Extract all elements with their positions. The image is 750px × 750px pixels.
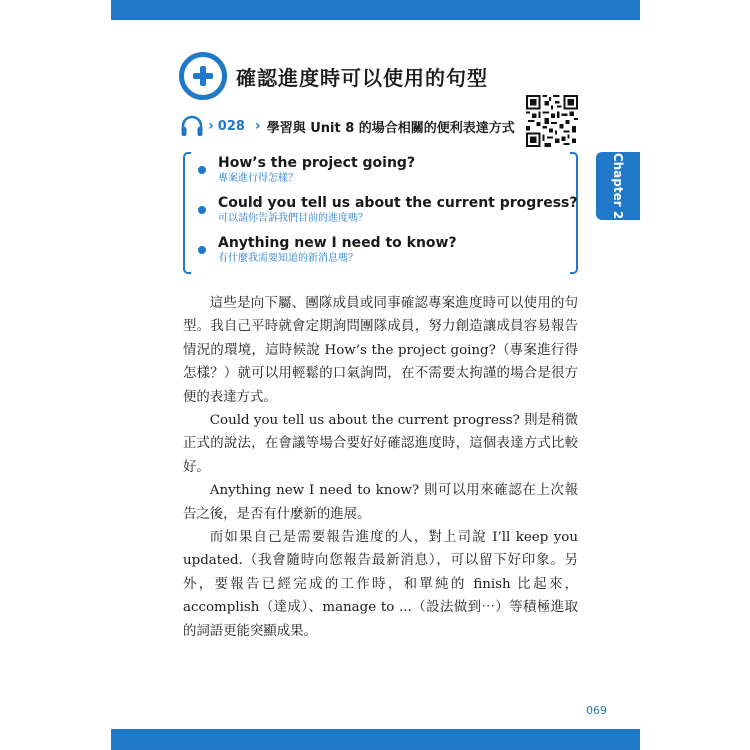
headphone-icon[interactable] (180, 115, 204, 137)
phrase-item (193, 152, 563, 192)
chevron-right-icon: › (254, 118, 261, 134)
body-text (183, 292, 578, 643)
phrase-box-right-bracket (570, 152, 578, 274)
phrase-english: How’s the project going? (218, 155, 416, 171)
body-paragraph: Could you tell us about the current progress? 則是稍微正式的說法，在會議等場合要好好確認進度時，這個表達方式比較好。 (183, 413, 578, 475)
chevron-right-icon: › (208, 118, 214, 134)
phrase-english: Anything new I need to know? (218, 235, 457, 251)
bullet-icon (198, 206, 206, 214)
bullet-icon (198, 166, 206, 174)
chapter-label: Chapter 2 (611, 152, 626, 220)
body-paragraph: Anything new I need to know? 則可以用來確認在上次報告之後，是否有什麼新的進展。 (183, 483, 578, 522)
qr-code-icon[interactable] (526, 95, 578, 147)
top-color-band (111, 0, 640, 20)
phrase-list (193, 152, 578, 272)
bullet-icon (198, 246, 206, 254)
phrase-item (193, 192, 578, 232)
track-number: 028 (217, 118, 245, 134)
phrase-translation: 可以請你告訴我們目前的進度嗎？ (218, 213, 368, 224)
phrase-box-left-bracket (183, 152, 191, 274)
chapter-tab (596, 152, 640, 220)
phrase-item (193, 232, 563, 272)
phrase-translation: 專案進行得怎樣？ (218, 173, 298, 184)
section-title: 確認進度時可以使用的句型 (236, 66, 488, 90)
body-paragraph: 這些是向下屬、團隊成員或同事確認專案進度時可以使用的句型。我自己平時就會定期詢問團隊成員，努力創造讓成員容易報告情況的環境，這時候說 How’s the project going?（專案進行得怎樣？）就可以用輕鬆的口氣詢問，在不需要太拘謹的場合是很方便的表達方式。 (183, 296, 578, 405)
body-paragraph: 而如果自己是需要報告進度的人，對上司說 I’ll keep you updated.（我會隨時向您報告最新消息），可以留下好印象。另外，要報告已經完成的工作時，和單純的 finish 比起來，accomplish（達成）、manage to ...（設法做到⋯）等積極進取的詞語更能突顯成果。 (183, 530, 578, 639)
phrase-translation: 有什麼我需要知道的新消息嗎？ (218, 253, 358, 264)
phrase-english: Could you tell us about the current progress? (218, 195, 578, 211)
page-number: 069 (586, 704, 607, 717)
bottom-color-band (111, 729, 640, 750)
audio-track-row (180, 113, 515, 139)
audio-track-title: 學習與 Unit 8 的場合相關的便利表達方式 (266, 120, 515, 136)
plus-icon (179, 52, 227, 100)
